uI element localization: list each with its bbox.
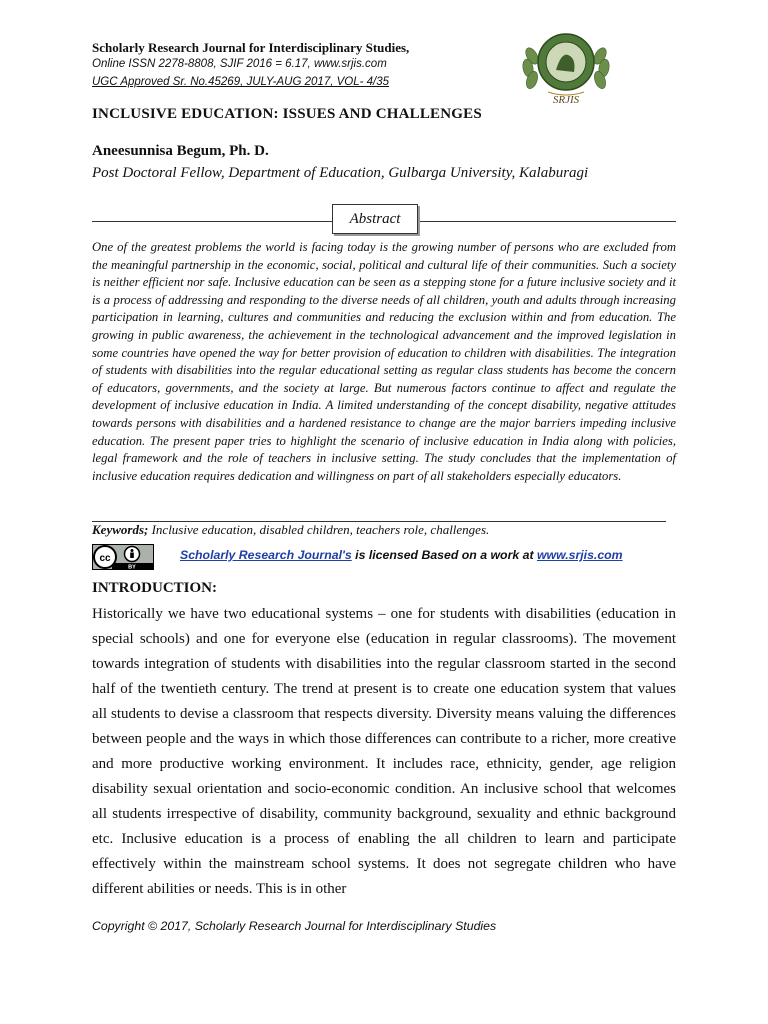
cc-label: cc xyxy=(99,553,111,564)
ugc-line: UGC Approved Sr. No.45269, JULY-AUG 2017, VOL- 4/35 xyxy=(92,76,390,88)
author-affiliation: Post Doctoral Fellow, Department of Education, Gulbarga University, Kalaburagi xyxy=(92,165,589,181)
article-title: INCLUSIVE EDUCATION: ISSUES AND CHALLENGES xyxy=(92,106,482,122)
by-label: BY xyxy=(128,564,136,570)
keywords xyxy=(92,522,489,538)
abstract-text: One of the greatest problems the world is facing today is the growing number of persons who are excluded from the meaningful partnership in the economic, social, political and cultural life of their communities. Such a society is neither efficient nor safe. Inclusive education can be seen as a stepping stone for a future inclusive society and it is a process of addressing and responding to the diverse needs of all children, youth and adults through increasing participation in learning, cultures and communities and reducing the exclusion within and from education. The growing in public awareness, the achievement in the technological advancement and the improved legislation in some countries have opened the way for better provision of education to children with disabilities. The integration of students with disabilities into the regular educational setting as regular class students has become the concern of educators, governments, and the society at large. But numerous factors continue to affect and regulate the development of inclusive education in India. A limited understanding of the concept disability, negative attitudes towards persons with disabilities and a hardened resistance to change are the major barriers impeding inclusive education. The present paper tries to highlight the scenario of inclusive education in India along with policies, legal framework and the role of teachers in inclusive setting. The study concludes that the implementation of inclusive education requires dedication and willingness on part of all stakeholders especially educators. xyxy=(92,240,676,483)
srjis-site-link[interactable]: www.srjis.com xyxy=(536,548,623,562)
journal-license-link[interactable]: Scholarly Research Journal's xyxy=(180,548,352,562)
cc-by-license-icon xyxy=(92,544,154,570)
issn-line: Online ISSN 2278-8808, SJIF 2016 = 6.17, www.srjis.com xyxy=(92,58,387,70)
abstract-heading: Abstract xyxy=(332,204,418,234)
copyright-footer: Copyright © 2017, Scholarly Research Journal for Interdisciplinary Studies xyxy=(92,919,497,933)
keywords-text: Inclusive education, disabled children, teachers role, challenges. xyxy=(148,522,490,537)
journal-logo-icon xyxy=(510,26,622,106)
keywords-label: Keywords; xyxy=(92,522,149,537)
introduction-text: Historically we have two educational systems – one for students with disabilities (education in special schools) and one for everyone else (education in regular classrooms). The movement towards integration of students with disabilities into the regular classroom started in the second half of the twentieth century. The trend at present is to create one education system that values all students to devise a classroom that respects diversity. Diversity means valuing the differences between people and the ways in which those differences can contribute to a richer, more creative and more productive working environment. It includes race, ethnicity, gender, age religion disability sexual orientation and socio-economic condition. An inclusive school that welcomes all students irrespective of disability, community background, sexuality and ethnic background etc. Inclusive education is a process of enabling the all children to learn and participate effectively within the mainstream school systems. It does not segregate children who have different abilities or needs. This is in other xyxy=(92,606,676,897)
author-name: Aneesunnisa Begum, Ph. D. xyxy=(92,143,269,159)
license-text: is licensed Based on a work at xyxy=(351,548,537,562)
license-line xyxy=(180,548,623,562)
journal-name: Scholarly Research Journal for Interdisciplinary Studies, xyxy=(92,40,410,55)
logo-text: SRJIS xyxy=(552,94,580,106)
paper-page xyxy=(92,0,676,1024)
introduction-heading: INTRODUCTION: xyxy=(92,580,218,596)
